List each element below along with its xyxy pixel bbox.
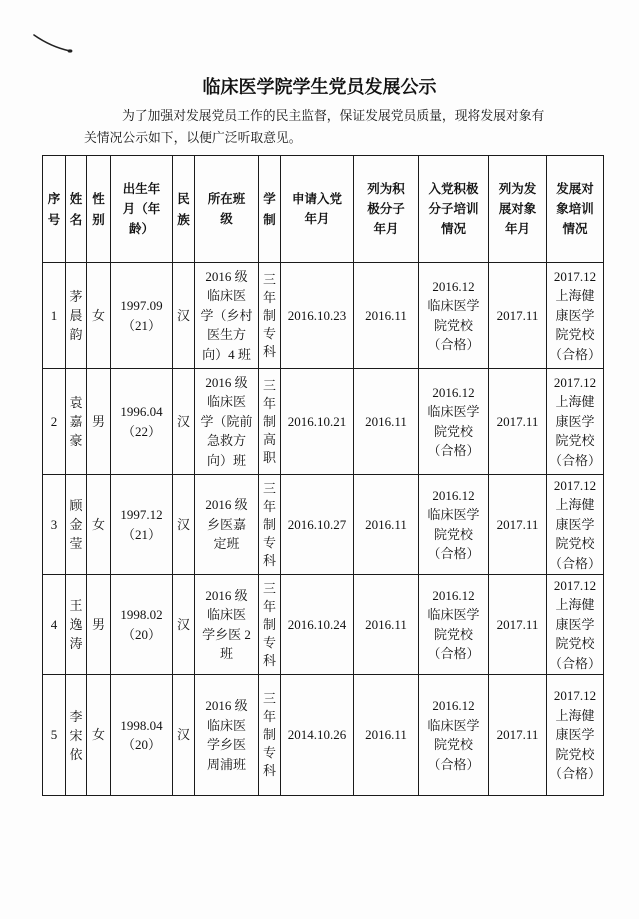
candidate-training-cell: 2017.12 上海健 康医学 院党校 （合格）	[547, 475, 604, 575]
header-candidate-date: 列为发 展对象 年月	[489, 156, 547, 263]
birth-cell: 1997.09 （21）	[111, 263, 173, 369]
ethnicity-cell: 汉	[173, 369, 195, 475]
application-date-cell: 2016.10.27	[281, 475, 354, 575]
header-ethnicity-label: 民族	[177, 191, 190, 227]
table-row	[43, 263, 604, 369]
header-activist-training: 入党积极 分子培训 情况	[419, 156, 489, 263]
name-cell	[66, 575, 87, 675]
candidate-training-cell: 2017.12 上海健 康医学 院党校 （合格）	[547, 675, 604, 796]
birth-cell: 1998.02 （20）	[111, 575, 173, 675]
candidate-date-cell: 2017.11	[489, 263, 547, 369]
header-activist-date: 列为积 极分子 年月	[354, 156, 419, 263]
activist-training-cell: 2016.12 临床医学 院党校 （合格）	[419, 369, 489, 475]
name-text: 顾金莹	[69, 498, 83, 551]
candidate-training-cell: 2017.12 上海健 康医学 院党校 （合格）	[547, 575, 604, 675]
header-gender	[87, 156, 111, 263]
schooling-cell	[259, 675, 281, 796]
table-row	[43, 475, 604, 575]
ethnicity-cell: 汉	[173, 575, 195, 675]
activist-date-cell: 2016.11	[354, 263, 419, 369]
header-schooling	[259, 156, 281, 263]
ethnicity-cell: 汉	[173, 263, 195, 369]
gender-cell: 女	[87, 675, 111, 796]
index-cell: 1	[43, 263, 66, 369]
index-cell: 3	[43, 475, 66, 575]
name-text: 袁嘉豪	[69, 395, 83, 448]
header-class: 所在班 级	[195, 156, 259, 263]
name-cell	[66, 475, 87, 575]
application-date-cell: 2016.10.23	[281, 263, 354, 369]
candidate-training-cell: 2017.12 上海健 康医学 院党校 （合格）	[547, 369, 604, 475]
activist-date-cell: 2016.11	[354, 475, 419, 575]
index-cell: 2	[43, 369, 66, 475]
header-birth: 出生年 月（年 龄）	[111, 156, 173, 263]
activist-training-cell: 2016.12 临床医学 院党校 （合格）	[419, 675, 489, 796]
header-candidate-training: 发展对 象培训 情况	[547, 156, 604, 263]
header-schooling-label: 学制	[263, 191, 276, 227]
document-title: 临床医学院学生党员发展公示	[202, 77, 437, 98]
activist-training-cell: 2016.12 临床医学 院党校 （合格）	[419, 475, 489, 575]
schooling-cell	[259, 263, 281, 369]
gender-cell: 女	[87, 263, 111, 369]
name-text: 李宋依	[69, 708, 83, 762]
birth-cell: 1997.12 （21）	[111, 475, 173, 575]
header-index	[43, 156, 66, 263]
index-cell: 5	[43, 675, 66, 796]
schooling-text: 三年制专科	[262, 691, 276, 778]
name-text: 茅晨韵	[69, 289, 83, 342]
intro-paragraph: 为了加强对发展党员工作的民主监督，保证发展党员质量，现将发展对象有 关情况公示如下，以便广泛听取意见。	[84, 109, 545, 146]
gender-cell: 女	[87, 475, 111, 575]
candidate-date-cell: 2017.11	[489, 575, 547, 675]
index-cell: 4	[43, 575, 66, 675]
class-cell: 2016 级 临床医 学（乡村 医生方 向）4 班	[195, 263, 259, 369]
schooling-cell	[259, 475, 281, 575]
gender-cell: 男	[87, 575, 111, 675]
class-cell: 2016 级 临床医 学乡医 周浦班	[195, 675, 259, 796]
class-cell: 2016 级 临床医 学乡医 2 班	[195, 575, 259, 675]
table-row	[43, 575, 604, 675]
schooling-text: 三年制专科	[262, 480, 276, 568]
candidate-table	[42, 155, 604, 796]
activist-date-cell: 2016.11	[354, 675, 419, 796]
birth-cell: 1996.04 （22）	[111, 369, 173, 475]
candidate-date-cell: 2017.11	[489, 675, 547, 796]
pen-stroke-mark	[0, 0, 90, 70]
application-date-cell: 2016.10.21	[281, 369, 354, 475]
table-row	[43, 675, 604, 796]
class-cell: 2016 级 临床医 学（院前 急救方 向）班	[195, 369, 259, 475]
header-ethnicity	[173, 156, 195, 263]
candidate-training-cell: 2017.12 上海健 康医学 院党校 （合格）	[547, 263, 604, 369]
activist-date-cell: 2016.11	[354, 575, 419, 675]
application-date-cell: 2014.10.26	[281, 675, 354, 796]
schooling-cell	[259, 369, 281, 475]
name-cell	[66, 675, 87, 796]
name-cell	[66, 263, 87, 369]
header-index-label: 序号	[47, 191, 61, 227]
class-cell: 2016 级 乡医嘉 定班	[195, 475, 259, 575]
table-row	[43, 369, 604, 475]
candidate-date-cell: 2017.11	[489, 369, 547, 475]
schooling-text: 三年制高职	[262, 377, 276, 465]
activist-training-cell: 2016.12 临床医学 院党校 （合格）	[419, 263, 489, 369]
birth-cell: 1998.04 （20）	[111, 675, 173, 796]
application-date-cell: 2016.10.24	[281, 575, 354, 675]
ethnicity-cell: 汉	[173, 475, 195, 575]
header-application-date: 申请入党 年月	[281, 156, 354, 263]
header-gender-label: 性别	[92, 191, 105, 227]
header-name	[66, 156, 87, 263]
schooling-text: 三年制专科	[262, 271, 276, 359]
table-header-row	[43, 156, 604, 263]
gender-cell: 男	[87, 369, 111, 475]
activist-training-cell: 2016.12 临床医学 院党校 （合格）	[419, 575, 489, 675]
activist-date-cell: 2016.11	[354, 369, 419, 475]
candidate-date-cell: 2017.11	[489, 475, 547, 575]
schooling-text: 三年制专科	[262, 580, 276, 668]
header-name-label: 姓名	[69, 191, 83, 227]
schooling-cell	[259, 575, 281, 675]
name-cell	[66, 369, 87, 475]
ethnicity-cell: 汉	[173, 675, 195, 796]
name-text: 王逸涛	[69, 598, 83, 651]
